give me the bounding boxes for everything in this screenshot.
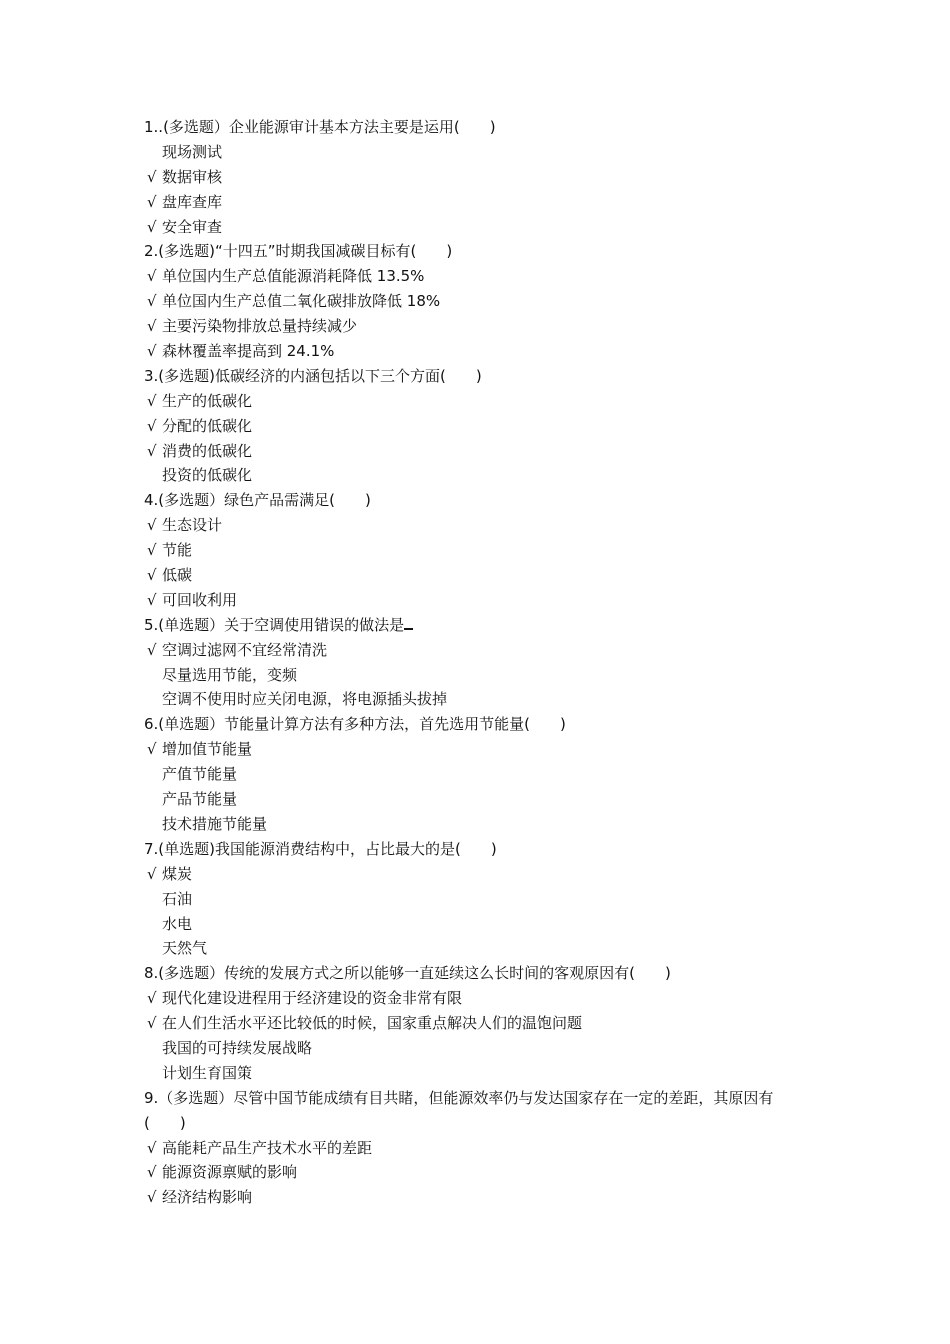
answer-option bbox=[144, 563, 814, 588]
option-text: 森林覆盖率提高到 24.1% bbox=[162, 342, 335, 361]
answer-option bbox=[144, 986, 814, 1011]
option-text: 现代化建设进程用于经济建设的资金非常有限 bbox=[162, 989, 463, 1008]
check-mark: √ bbox=[147, 391, 157, 410]
answer-option bbox=[144, 936, 814, 961]
option-text: 增加值节能量 bbox=[162, 740, 253, 759]
check-mark: √ bbox=[147, 1138, 157, 1157]
answer-option bbox=[144, 737, 814, 762]
check-mark: √ bbox=[147, 640, 157, 659]
check-mark: √ bbox=[147, 267, 157, 286]
option-text: 技术措施节能量 bbox=[162, 814, 268, 833]
answer-option bbox=[144, 389, 814, 414]
option-text: 单位国内生产总值能源消耗降低 13.5% bbox=[162, 267, 425, 286]
check-mark: √ bbox=[147, 566, 157, 585]
question-stem: 3.(多选题)低碳经济的内涵包括以下三个方面( ) bbox=[144, 366, 482, 385]
option-text: 投资的低碳化 bbox=[162, 466, 253, 485]
option-text: 产值节能量 bbox=[162, 765, 238, 784]
option-text: 在人们生活水平还比较低的时候，国家重点解决人们的温饱问题 bbox=[162, 1014, 583, 1033]
question-stem-row bbox=[144, 613, 814, 638]
check-mark: √ bbox=[147, 864, 157, 883]
answer-option bbox=[144, 215, 814, 240]
option-text: 现场测试 bbox=[162, 142, 223, 161]
answer-option bbox=[144, 414, 814, 439]
question-stem: 2.(多选题)“十四五”时期我国减碳目标有( ) bbox=[144, 242, 453, 261]
answer-option bbox=[144, 663, 814, 688]
check-mark: √ bbox=[147, 167, 157, 186]
answer-option bbox=[144, 314, 814, 339]
answer-option bbox=[144, 787, 814, 812]
answer-option bbox=[144, 140, 814, 165]
answer-option bbox=[144, 1136, 814, 1161]
answer-option bbox=[144, 762, 814, 787]
question-stem: 6.(单选题）节能量计算方法有多种方法，首先选用节能量( ) bbox=[144, 715, 566, 734]
option-text: 低碳 bbox=[162, 566, 193, 585]
option-text: 高能耗产品生产技术水平的差距 bbox=[162, 1138, 373, 1157]
option-text: 生态设计 bbox=[162, 516, 223, 535]
check-mark: √ bbox=[147, 317, 157, 336]
check-mark: √ bbox=[147, 740, 157, 759]
option-text: 尽量选用节能，变频 bbox=[162, 665, 298, 684]
answer-option bbox=[144, 190, 814, 215]
check-mark: √ bbox=[147, 590, 157, 609]
answer-option bbox=[144, 912, 814, 937]
check-mark: √ bbox=[147, 1188, 157, 1207]
check-mark: √ bbox=[147, 1014, 157, 1033]
check-mark: √ bbox=[147, 342, 157, 361]
check-mark: √ bbox=[147, 541, 157, 560]
check-mark: √ bbox=[147, 192, 157, 211]
question-stem: 9.（多选题）尽管中国节能成绩有目共睹，但能源效率仍与发达国家存在一定的差距，其原因有( ) bbox=[144, 1088, 774, 1132]
option-text: 盘库查库 bbox=[162, 192, 223, 211]
answer-option bbox=[144, 1061, 814, 1086]
option-text: 计划生育国策 bbox=[162, 1063, 253, 1082]
option-text: 空调过滤网不宜经常清洗 bbox=[162, 640, 328, 659]
option-text: 空调不使用时应关闭电源，将电源插头拔掉 bbox=[162, 690, 448, 709]
option-text: 生产的低碳化 bbox=[162, 391, 253, 410]
check-mark: √ bbox=[147, 1163, 157, 1182]
option-text: 产品节能量 bbox=[162, 790, 238, 809]
option-text: 数据审核 bbox=[162, 167, 223, 186]
answer-option bbox=[144, 638, 814, 663]
option-text: 煤炭 bbox=[162, 864, 193, 883]
check-mark: √ bbox=[147, 989, 157, 1008]
check-mark: √ bbox=[147, 292, 157, 311]
answer-option bbox=[144, 513, 814, 538]
option-text: 石油 bbox=[162, 889, 193, 908]
option-text: 分配的低碳化 bbox=[162, 416, 253, 435]
option-text: 单位国内生产总值二氧化碳排放降低 18% bbox=[162, 292, 441, 311]
option-text: 我国的可持续发展战略 bbox=[162, 1038, 313, 1057]
answer-option bbox=[144, 538, 814, 563]
check-mark: √ bbox=[147, 441, 157, 460]
answer-option bbox=[144, 887, 814, 912]
question-stem: 5.(单选题）关于空调使用错误的做法是 bbox=[144, 615, 405, 634]
answer-option bbox=[144, 1160, 814, 1185]
option-text: 水电 bbox=[162, 914, 193, 933]
check-mark: √ bbox=[147, 416, 157, 435]
answer-option bbox=[144, 439, 814, 464]
answer-option bbox=[144, 862, 814, 887]
option-text: 消费的低碳化 bbox=[162, 441, 253, 460]
option-text: 经济结构影响 bbox=[162, 1188, 253, 1207]
question-stem: 4.(多选题）绿色产品需满足( ) bbox=[144, 491, 371, 510]
question-stem: 1..(多选题）企业能源审计基本方法主要是运用( ) bbox=[144, 118, 496, 136]
option-text: 能源资源禀赋的影响 bbox=[162, 1163, 298, 1182]
answer-option bbox=[144, 165, 814, 190]
question-stem: 8.(多选题）传统的发展方式之所以能够一直延续这么长时间的客观原因有( ) bbox=[144, 964, 671, 983]
check-mark: √ bbox=[147, 217, 157, 236]
answer-option bbox=[144, 812, 814, 837]
answer-blank bbox=[404, 614, 413, 630]
option-text: 节能 bbox=[162, 541, 193, 560]
answer-option bbox=[144, 588, 814, 613]
answer-option bbox=[144, 687, 814, 712]
option-text: 主要污染物排放总量持续减少 bbox=[162, 317, 358, 336]
answer-option bbox=[144, 264, 814, 289]
check-mark: √ bbox=[147, 516, 157, 535]
option-text: 天然气 bbox=[162, 939, 208, 958]
option-text: 安全审查 bbox=[162, 217, 223, 236]
answer-option bbox=[144, 463, 814, 488]
answer-option bbox=[144, 1011, 814, 1036]
question-stem: 7.(单选题)我国能源消费结构中，占比最大的是( ) bbox=[144, 839, 497, 858]
option-text: 可回收利用 bbox=[162, 590, 238, 609]
answer-option bbox=[144, 289, 814, 314]
answer-option bbox=[144, 339, 814, 364]
answer-option bbox=[144, 1185, 814, 1210]
quiz-document bbox=[144, 115, 814, 1210]
answer-option bbox=[144, 1036, 814, 1061]
